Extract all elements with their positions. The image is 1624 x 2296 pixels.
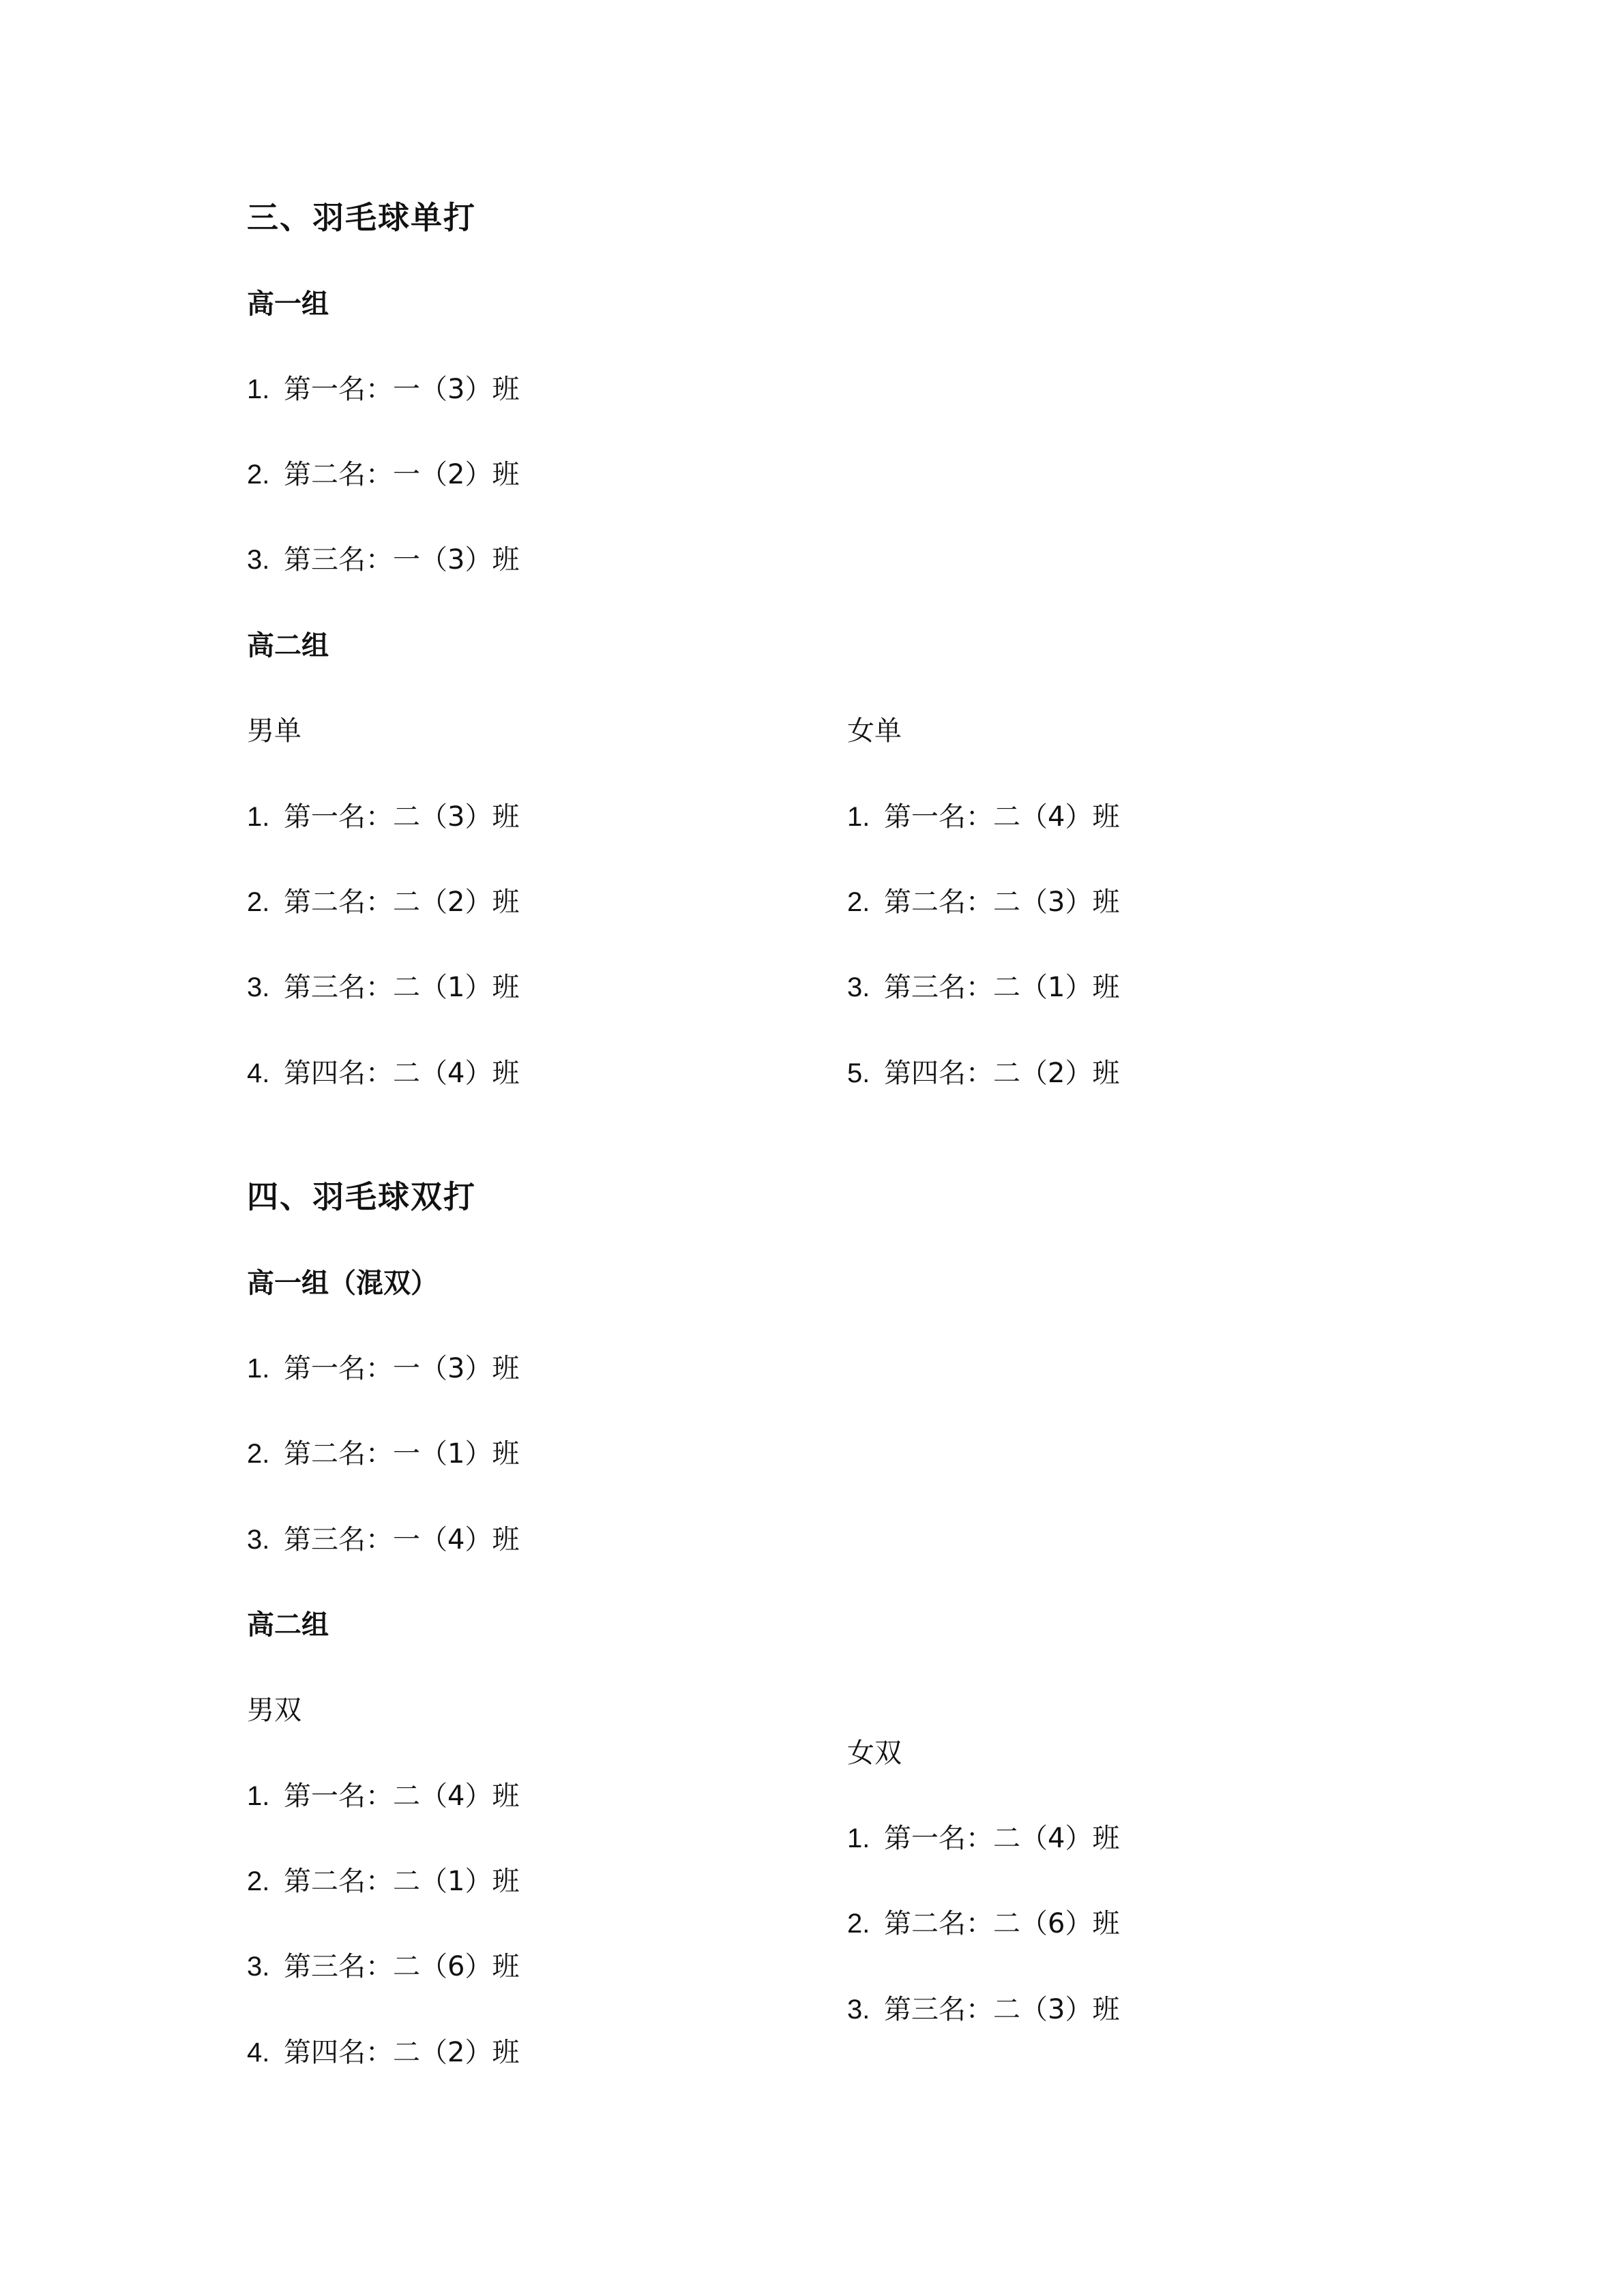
list-number: 1. xyxy=(247,1354,270,1384)
list-number: 5. xyxy=(847,1058,870,1088)
list-number: 3. xyxy=(247,1525,270,1555)
list-item xyxy=(247,1868,519,1895)
list-text: 第一名：一（3）班 xyxy=(284,374,520,405)
list-number: 3. xyxy=(847,972,870,1002)
list-text: 第三名：二（6）班 xyxy=(284,1951,520,1982)
list-item xyxy=(247,1526,519,1553)
list-item xyxy=(847,803,1119,831)
list-item xyxy=(247,2039,519,2066)
list-text: 第二名：一（1）班 xyxy=(284,1438,520,1470)
list-number: 3. xyxy=(247,1952,270,1982)
list-item xyxy=(247,886,520,918)
list-item xyxy=(847,974,1119,1001)
list-item xyxy=(847,1060,1119,1087)
list-text: 第三名：一（4）班 xyxy=(284,1524,520,1555)
list-text: 第一名：二（4）班 xyxy=(284,1780,520,1812)
heading-doubles-grade2: 高二组 xyxy=(247,1609,329,1641)
list-text: 第一名：一（3）班 xyxy=(284,1353,520,1384)
label-men-singles: 男单 xyxy=(247,715,301,747)
label-men-doubles: 男双 xyxy=(247,1695,301,1726)
list-item xyxy=(247,1060,519,1087)
list-number: 1. xyxy=(847,802,870,832)
list-text: 第一名：二（3）班 xyxy=(284,801,520,833)
list-item xyxy=(247,803,519,831)
list-number: 2. xyxy=(247,1866,270,1896)
list-text: 第三名：二（1）班 xyxy=(884,972,1120,1003)
list-number: 3. xyxy=(247,972,270,1002)
list-item xyxy=(847,1825,1119,1852)
list-item xyxy=(247,974,519,1001)
list-text: 第一名：二（4）班 xyxy=(884,1823,1120,1854)
list-text: 第二名：二（1）班 xyxy=(284,1866,520,1897)
list-number: 2. xyxy=(247,460,270,490)
list-number: 2. xyxy=(247,1439,270,1469)
list-number: 1. xyxy=(247,802,270,832)
list-text: 第二名：二（2）班 xyxy=(284,886,520,918)
list-text: 第四名：二（4）班 xyxy=(284,1058,520,1089)
list-item xyxy=(247,1355,519,1382)
list-item xyxy=(847,886,1120,918)
list-text: 第一名：二（4）班 xyxy=(884,801,1120,833)
heading-singles-grade2: 高二组 xyxy=(247,630,329,661)
list-item xyxy=(247,376,519,403)
list-item xyxy=(247,1953,519,1980)
section-title-doubles: 四、羽毛球双打 xyxy=(247,1178,476,1215)
label-women-doubles: 女双 xyxy=(847,1738,902,1769)
list-text: 第三名：二（1）班 xyxy=(284,972,520,1003)
label-women-singles: 女单 xyxy=(847,715,902,747)
list-text: 第四名：二（2）班 xyxy=(284,2037,520,2068)
list-number: 2. xyxy=(247,887,270,917)
list-text: 第二名：二（6）班 xyxy=(884,1908,1120,1939)
list-item xyxy=(847,1996,1119,2023)
list-item xyxy=(247,1438,520,1470)
list-number: 4. xyxy=(247,2038,270,2068)
section-title-singles: 三、羽毛球单打 xyxy=(247,199,476,236)
list-text: 第二名：一（2）班 xyxy=(284,459,520,490)
list-number: 3. xyxy=(847,1995,870,2025)
list-item xyxy=(247,544,520,576)
list-number: 1. xyxy=(247,374,270,404)
list-text: 第四名：二（2）班 xyxy=(884,1058,1120,1089)
list-number: 3. xyxy=(247,545,270,575)
heading-singles-grade1: 高一组 xyxy=(247,288,329,320)
list-text: 第三名：一（3）班 xyxy=(284,544,520,576)
list-number: 1. xyxy=(847,1823,870,1853)
list-number: 4. xyxy=(247,1058,270,1088)
list-item xyxy=(847,1910,1119,1937)
heading-doubles-grade1: 高一组（混双） xyxy=(247,1268,438,1299)
list-text: 第二名：二（3）班 xyxy=(884,886,1120,918)
list-item xyxy=(247,461,519,488)
list-number: 1. xyxy=(247,1781,270,1811)
list-text: 第三名：二（3）班 xyxy=(884,1994,1120,2025)
list-number: 2. xyxy=(847,887,870,917)
list-number: 2. xyxy=(847,1909,870,1939)
list-item xyxy=(247,1780,520,1812)
